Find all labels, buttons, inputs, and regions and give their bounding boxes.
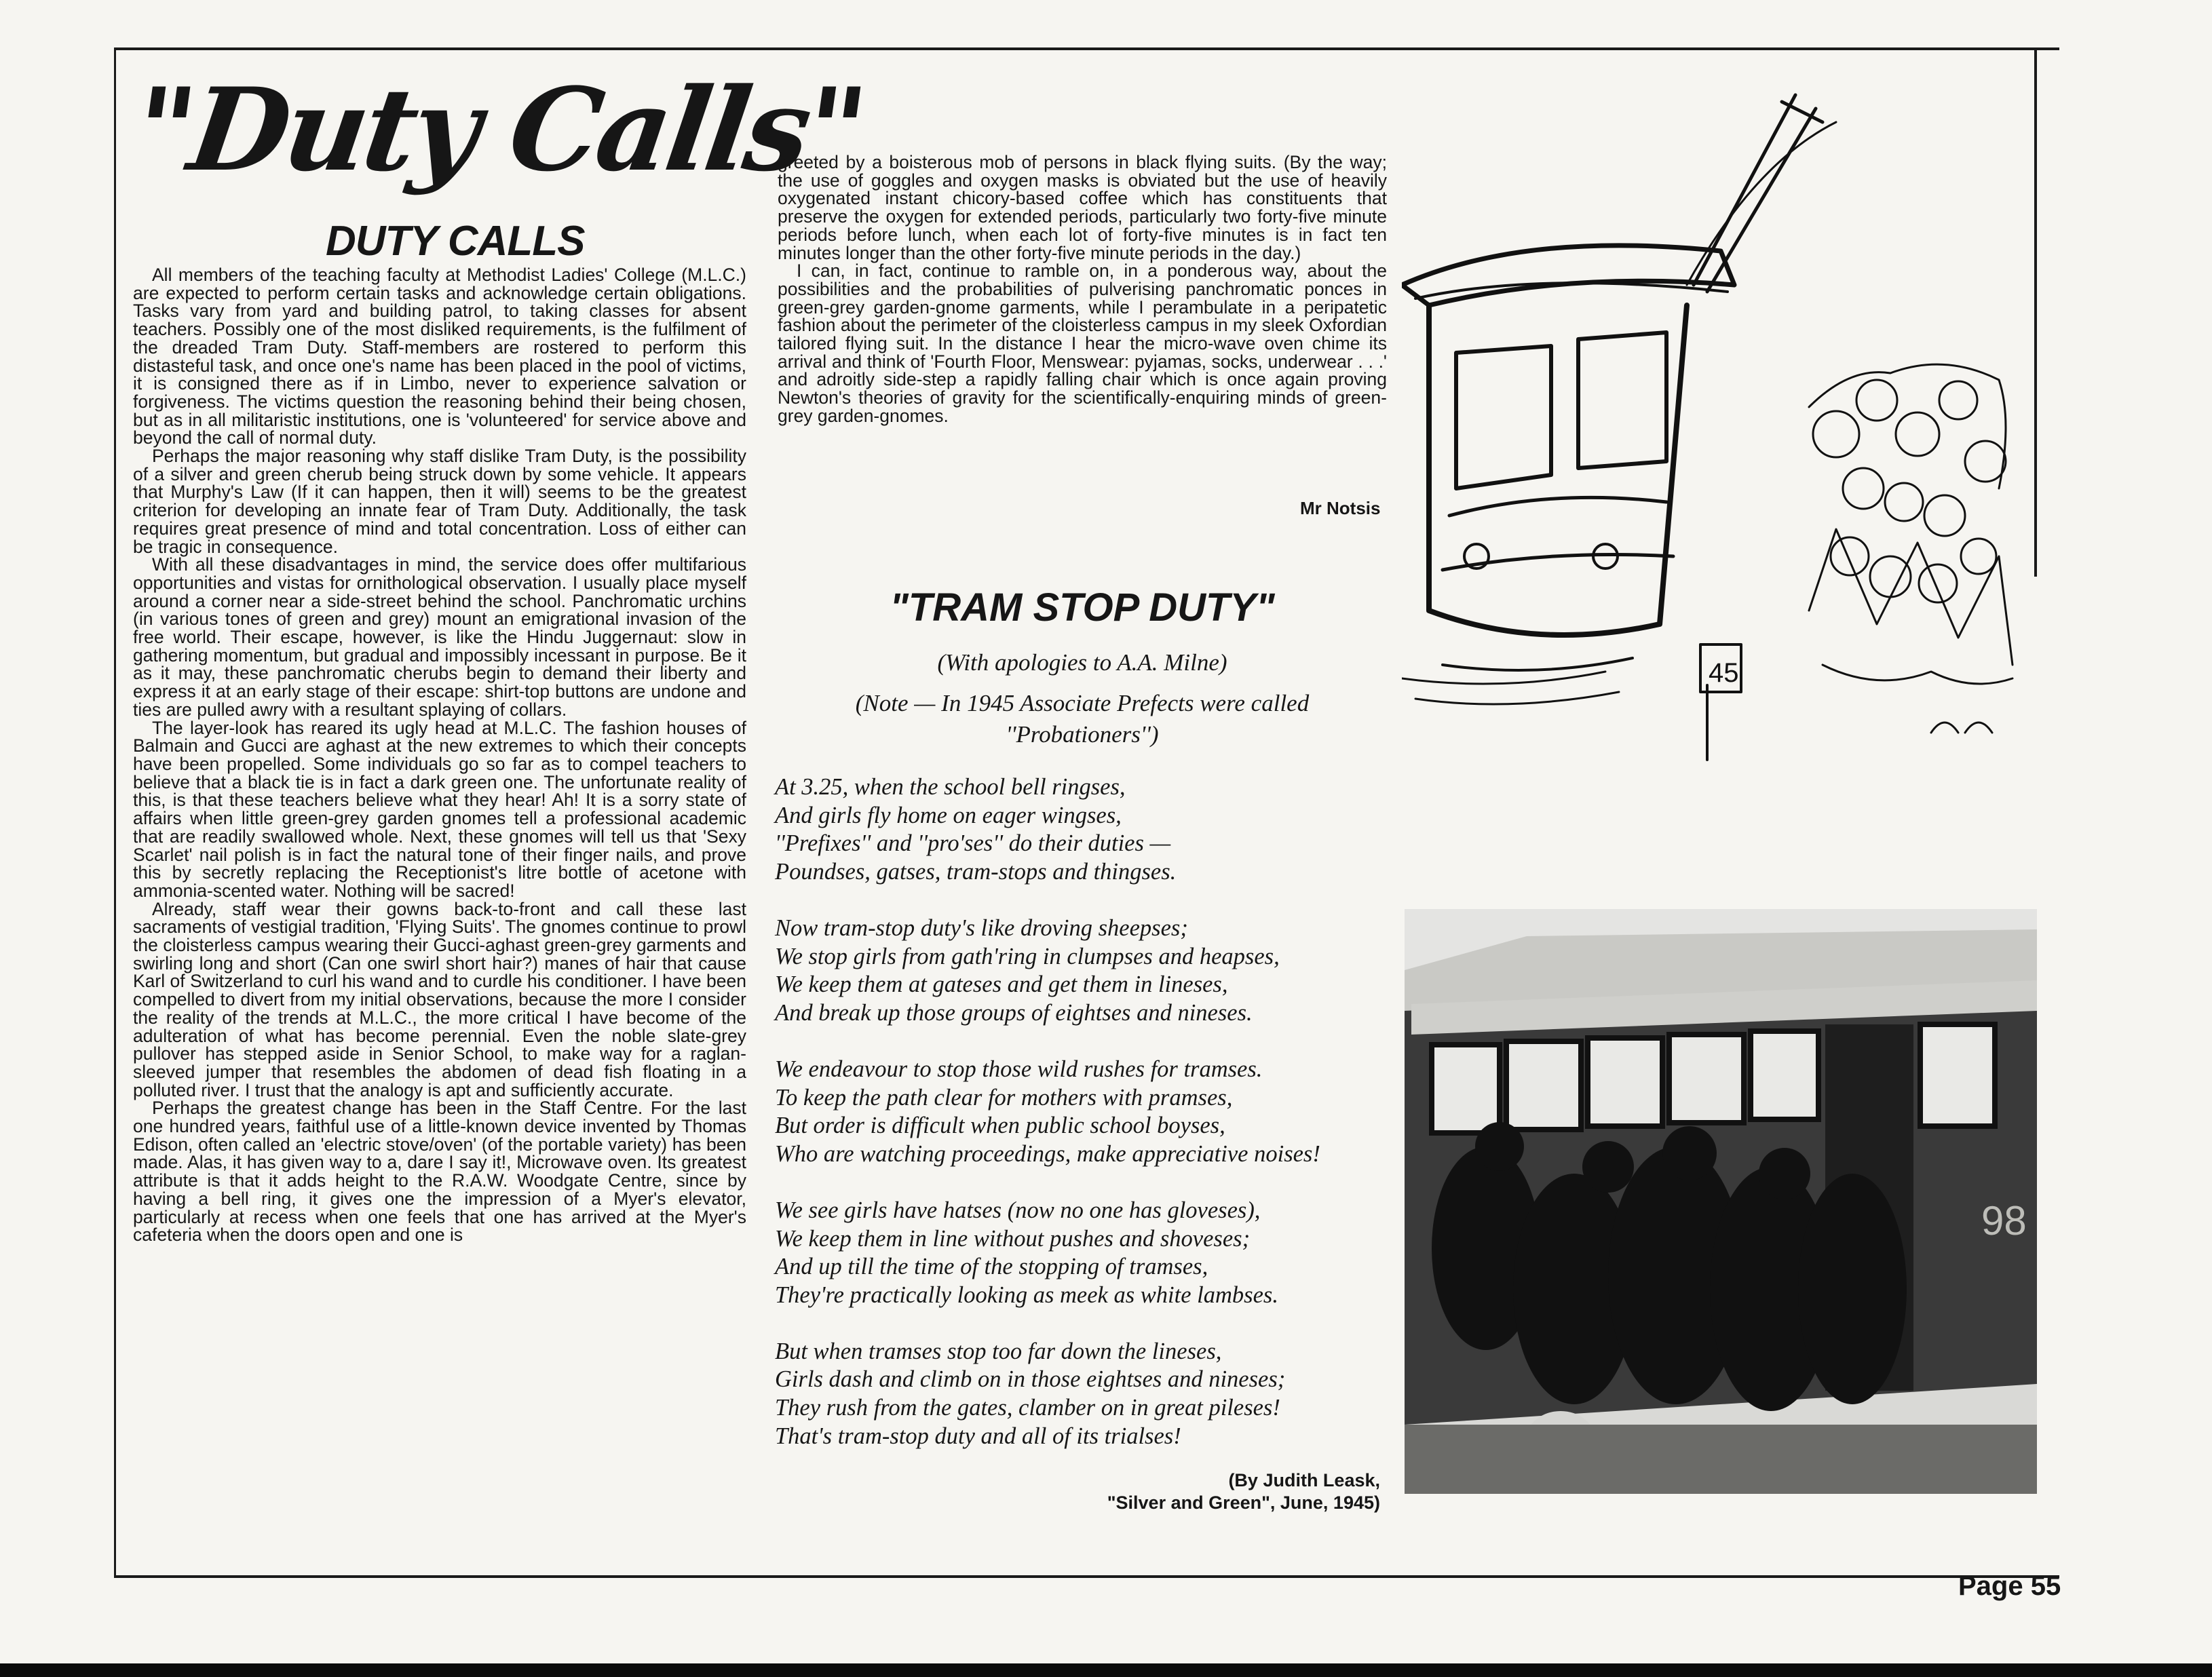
article-paragraph: Already, staff wear their gowns back-to-front and call these last sacraments of vestigial tradition, 'Flying Suits'. The gnomes continue to prowl the cloisterless campus wearing their Gucci-aghast green-grey garments and swirling long and short (Can one swirl short hair?) manes of hair that cause Karl of Switzerland to curl his wand and to curdle his conditioner. I have been compelled to divert from my initial observations, because the more I consider the reality of the trends at M.L.C., the more critical I have become of the adulteration of what has become perennial. Even the noble slate-grey pullover has stepped aside in Senior School, to make way for a raglan-sleeved jumper that resembles the abdomen of dead fish floating in a polluted river. I trust that the analogy is apt and sufficiently accurate. <box>133 898 746 1100</box>
poem-stanza <box>775 773 1386 886</box>
poem-line: To keep the path clear for mothers with pramses, <box>775 1084 1233 1111</box>
article-continued-column <box>778 153 1387 425</box>
poem-attribution <box>1107 1469 1380 1514</box>
poem-line: We stop girls from gath'ring in clumpses and heapses, <box>775 943 1280 969</box>
poem-line: We keep them in line without pushes and shoveses; <box>775 1225 1251 1252</box>
article-paragraph: I can, in fact, continue to ramble on, in a ponderous way, about the possibilities and the probabilities of pulverising panchromatic ponces in green-grey garden-gnome garments, while I perambulate in a peripatetic fashion about the perimeter of the cloisterless campus in my sleek Oxfordian tailored flying suit. In the distance I hear the micro-wave oven chime its arrival and think of 'Fourth Floor, Menswear: pyjamas, socks, underwear . . .' and adroitly side-step a rapidly falling chair which is once again proving Newton's theories of gravity for the scientifically-enquiring minds of green-grey garden-gnomes. <box>778 261 1387 426</box>
article-author: Mr Notsis <box>1300 498 1381 518</box>
poem-line: Who are watching proceedings, make appreciative noises! <box>775 1140 1320 1167</box>
poem-line: We keep them at gateses and get them in lineses, <box>775 971 1228 998</box>
poem-note-continued: ''Probationers'') <box>1006 721 1159 748</box>
tram-number: 98 <box>1981 1198 2027 1244</box>
tram-sketch-illustration <box>1402 81 2040 773</box>
article-left-column <box>133 266 746 1244</box>
article-paragraph: With all these disadvantages in mind, the service does offer multifarious opportunities and vistas for ornithological observation. I usually place myself around a corner near a side-street behind the school. Panchromatic urchins (in various tones of green and grey) mount an emigrational invasion of the free world. Their escape, however, is like the Hindu Juggernaut: slow in gathering momentum, but gradual and impossibly incessant in purpose. Be it as it may, these panchromatic cherubs begin to demand their liberty and express it at an early stage of their escape: shirt-top buttons are undone and ties are pulled awry with a resultant splaying of collars. <box>133 554 746 720</box>
poem-body <box>775 773 1386 1479</box>
poem-line: And up till the time of the stopping of tramses, <box>775 1254 1208 1280</box>
poem-stanza <box>775 1338 1386 1450</box>
poem-line: We endeavour to stop those wild rushes for tramses. <box>775 1056 1263 1082</box>
poem-line: Poundses, gatses, tram-stops and thingses. <box>775 858 1177 885</box>
bottom-edge-bar <box>0 1663 2212 1677</box>
poem-title: "TRAM STOP DUTY" <box>890 585 1275 630</box>
page-number: Page 55 <box>1958 1571 2061 1601</box>
article-heading: DUTY CALLS <box>326 218 585 265</box>
poem-subtitle: (With apologies to A.A. Milne) <box>937 649 1227 676</box>
poem-line: That's tram-stop duty and all of its trialses! <box>775 1423 1181 1449</box>
script-title: "Duty Calls" <box>126 62 871 197</box>
poem-stanza <box>775 1056 1386 1168</box>
poem-line: Girls dash and climb on in those eightses and nineses; <box>775 1366 1286 1393</box>
poem-note: (Note — In 1945 Associate Prefects were called <box>855 690 1310 716</box>
article-paragraph: The layer-look has reared its ugly head at M.L.C. The fashion houses of Balmain and Gucci are aghast at the new extremes to which their concepts have been propelled. Some individuals go so far as to compel teachers to believe that a black tie is in fact a dark green one. The unfortunate reality of this, is that these teachers believe what they hear! Ah! It is a sorry state of affairs when little green-grey garden gnomes tell a professional academic that are readily swallowed whole. Next, these gnomes will tell us that 'Sexy Scarlet' nail polish is in fact the natural tone of their finger nails, and prove this by secretly replacing the Receptionist's litre bottle of acetone with ammonia-scented water. Nothing will be sacred! <box>133 717 746 901</box>
poem-line: Now tram-stop duty's like droving sheepses; <box>775 914 1188 941</box>
poem-line: And girls fly home on eager wingses, <box>775 802 1122 828</box>
article-paragraph: Perhaps the major reasoning why staff dislike Tram Duty, is the possibility of a silver and green cherub being struck down by some vehicle. It appears that Murphy's Law (If it can happen, then it will) seems to be the greatest criterion for developing an innate fear of Tram Duty. Additionally, the task requires great presence of mind and total concentration. Loss of either can be tragic in consequence. <box>133 446 746 557</box>
tram-stop-sign-number: 45 <box>1709 658 1739 688</box>
article-paragraph: greeted by a boisterous mob of persons in black flying suits. (By the way; the use of goggles and oxygen masks is obviated but the use of heavily oxygenated instant chicory-based coffee which has constituents that preserve the oxygen for extended periods, particularly two forty-five minute periods before lunch, when each lot of forty-five minutes is in fact ten minutes longer than the other forty-five minute periods in the day.) <box>778 152 1387 263</box>
poem-line: They rush from the gates, clamber on in great pileses! <box>775 1395 1280 1421</box>
poem-line: And break up those groups of eightses and nineses. <box>775 999 1253 1026</box>
article-paragraph: Perhaps the greatest change has been in the Staff Centre. For the last one hundred years, faithful use of a little-known device invented by Thomas Edison, often called an 'electric stove/oven' (of the portable variety) has been made. Alas, it has given way to a, dare I say it!, Microwave oven. Its greatest attribute is that it adds height to the R.A.W. Woodgate Centre, since by having a bell ring, it gives one the impression of a Myer's elevator, particularly at recess when one feels that one has arrived at the Myer's cafeteria when the doors open and one is <box>133 1098 746 1246</box>
poem-line: At 3.25, when the school bell ringses, <box>775 774 1126 800</box>
poem-line: But order is difficult when public school boyses, <box>775 1113 1225 1139</box>
attribution-line: "Silver and Green", June, 1945) <box>1107 1492 1380 1513</box>
poem-line: But when tramses stop too far down the lineses, <box>775 1338 1222 1364</box>
poem-line: We see girls have hatses (now no one has gloveses), <box>775 1197 1261 1223</box>
tram-stop-photograph <box>1405 909 2037 1494</box>
poem-stanza <box>775 1197 1386 1309</box>
poem-line: They're practically looking as meek as white lambses. <box>775 1281 1278 1308</box>
article-paragraph: All members of the teaching faculty at Methodist Ladies' College (M.L.C.) are expected to perform certain tasks and acknowledge certain obligations. Tasks vary from yard and building patrol, to taking classes for absent teachers. Possibly one of the most disliked requirements, is the fulfilment of the dreaded Tram Duty. Staff-members are rostered to perform this distasteful task, and once one's name has been placed in the pool of victims, it is consigned there as if in Limbo, never to experience salvation or forgiveness. The victims question the reasoning behind their being chosen, but as in all militaristic institutions, one is 'volunteered' for service above and beyond the call of normal duty. <box>133 265 746 448</box>
poem-stanza <box>775 914 1386 1027</box>
poem-line: ''Prefixes'' and ''pro'ses'' do their duties — <box>775 830 1171 857</box>
attribution-line: (By Judith Leask, <box>1228 1470 1380 1490</box>
